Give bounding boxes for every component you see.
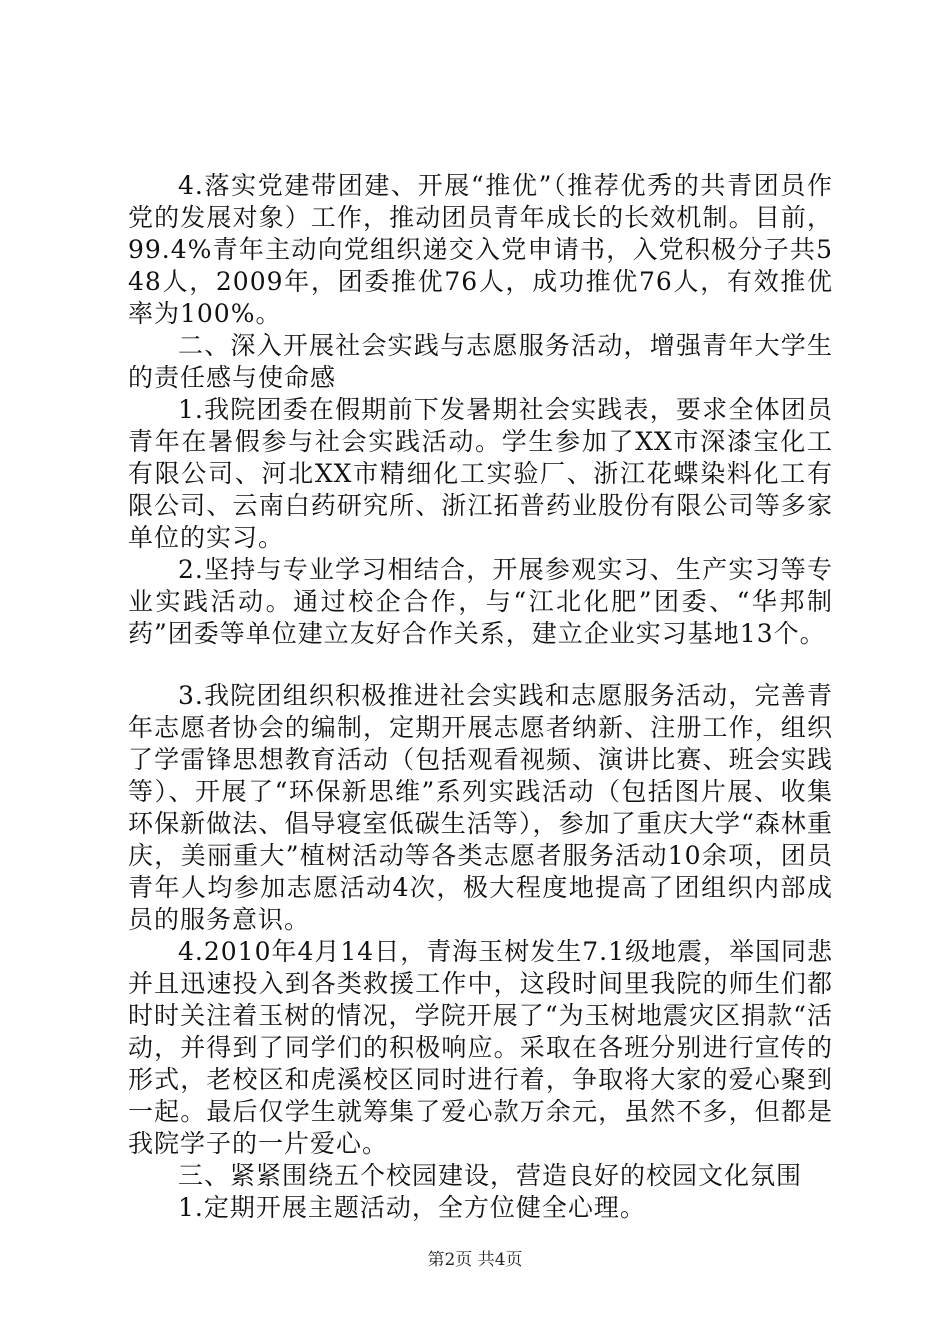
section-heading-social-practice: 二、深入开展社会实践与志愿服务活动，增强青年大学生的责任感与使命感 xyxy=(128,331,833,392)
paragraph-theme-activities: 1.定期开展主题活动，全方位健全心理。 xyxy=(178,1193,646,1222)
paragraph-professional-practice: 2.坚持与专业学习相结合，开展参观实习、生产实习等专业实践活动。通过校企合作，与“江北化肥”团委、“华邦制药”团委等单位建立友好合作关系，建立企业实习基地13个。 xyxy=(128,555,833,648)
document-body xyxy=(128,170,833,1224)
paragraph-summer-practice: 1.我院团委在假期前下发暑期社会实践表，要求全体团员青年在暑假参与社会实践活动。学生参加了XX市深漆宝化工有限公司、河北XX市精细化工实验厂、浙江花蝶染料化工有限公司、云南白药研究所、浙江拓普药业股份有限公司等多家单位的实习。 xyxy=(128,395,833,552)
paragraph-yushu-earthquake: 4.2010年4月14日，青海玉树发生7.1级地震，举国同悲并且迅速投入到各类救援工作中，这段时间里我院的师生们都时时关注着玉树的情况，学院开展了“为玉树地震灾区捐款“活动，并得到了同学们的积极响应。采取在各班分别进行宣传的形式，老校区和虎溪校区同时进行着，争取将大家的爱心聚到一起。最后仅学生就筹集了爱心款万余元，虽然不多，但都是我院学子的一片爱心。 xyxy=(128,937,833,1158)
section-heading-campus-culture: 三、紧紧围绕五个校园建设，营造良好的校园文化氛围 xyxy=(178,1161,803,1190)
paragraph-party-building: 4.落实党建带团建、开展“推优”（推荐优秀的共青团员作党的发展对象）工作，推动团员青年成长的长效机制。目前，99.4%青年主动向党组织递交入党申请书，入党积极分子共548人，2009年，团委推优76人，成功推优76人，有效推优率为100%。 xyxy=(128,171,833,328)
page-number-footer: 第2页 共4页 xyxy=(427,1250,523,1270)
paragraph-volunteer-service: 3.我院团组织积极推进社会实践和志愿服务活动，完善青年志愿者协会的编制，定期开展志愿者纳新、注册工作，组织了学雷锋思想教育活动（包括观看视频、演讲比赛、班会实践等）、开展了“环保新思维”系列实践活动（包括图片展、收集环保新做法、倡导寝室低碳生活等），参加了重庆大学“森林重庆，美丽重大”植树活动等各类志愿者服务活动10余项，团员青年人均参加志愿活动4次，极大程度地提高了团组织内部成员的服务意识。 xyxy=(128,681,833,934)
